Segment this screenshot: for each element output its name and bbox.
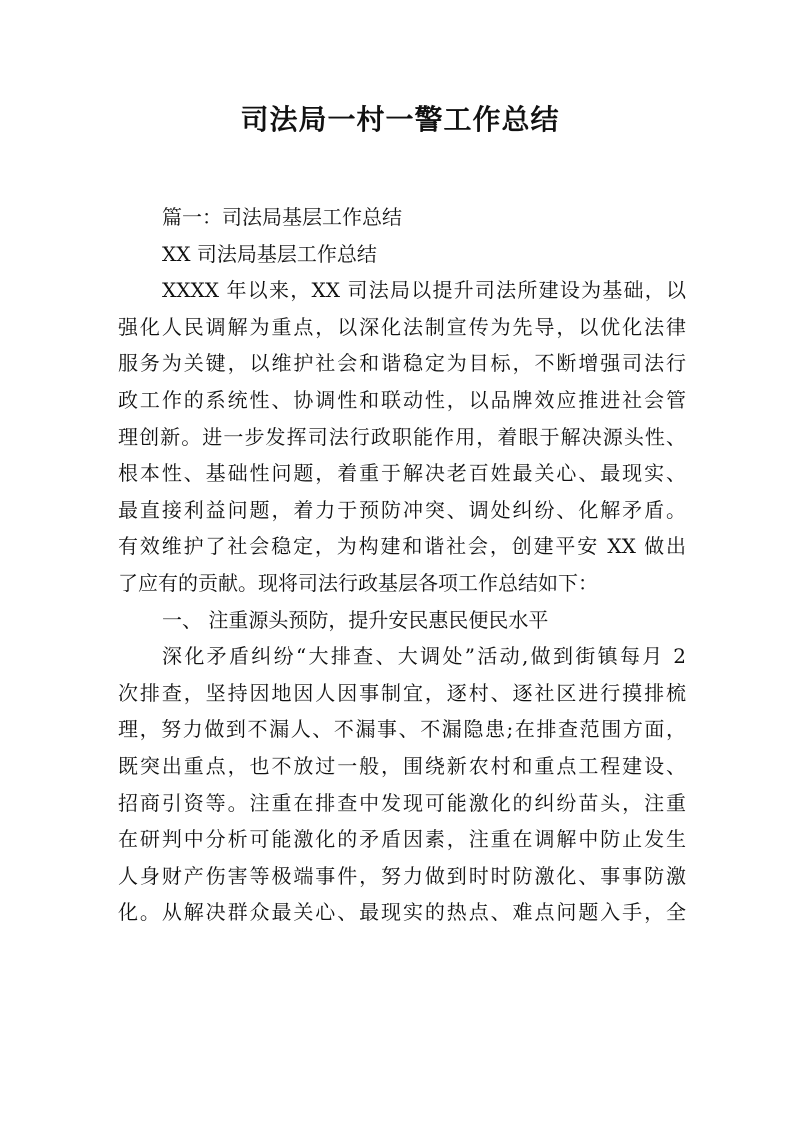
paragraph-line: 深化矛盾纠纷“大排查、大调处”活动,做到街镇每月 2 (162, 644, 686, 669)
paragraph-line: 根本性、基础性问题，着重于解决老百姓最关心、最现实、 (118, 461, 686, 486)
paragraph-line: XXXX 年以来，XX 司法局以提升司法所建设为基础，以 (162, 278, 686, 303)
paragraph-line: 政工作的系统性、协调性和联动性，以品牌效应推进社会管 (118, 387, 686, 412)
paragraph-line: 在研判中分析可能激化的矛盾因素，注重在调解中防止发生 (118, 827, 686, 852)
paragraph-line: 人身财产伤害等极端事件，努力做到时时防激化、事事防激 (118, 863, 686, 888)
paragraph-line: 既突出重点，也不放过一般，围绕新农村和重点工程建设、 (118, 753, 686, 778)
paragraph-line: 强化人民调解为重点，以深化法制宣传为先导，以优化法律 (118, 314, 686, 339)
paragraph-line: 了应有的贡献。现将司法行政基层各项工作总结如下： (118, 570, 598, 595)
paragraph-line: 次排查，坚持因地因人因事制宜，逐村、逐社区进行摸排梳 (118, 680, 686, 705)
document-title: 司法局一村一警工作总结 (240, 103, 560, 136)
paragraph-line: 理，努力做到不漏人、不漏事、不漏隐患;在排查范围方面， (118, 717, 686, 742)
paragraph-line: 服务为关键，以维护社会和谐稳定为目标，不断增强司法行 (118, 351, 686, 376)
paragraph-line: 招商引资等。注重在排查中发现可能激化的纠纷苗头，注重 (118, 790, 686, 815)
article-heading: 篇一：司法局基层工作总结 (162, 205, 402, 229)
paragraph-line: 有效维护了社会稳定，为构建和谐社会，创建平安 XX 做出 (118, 534, 686, 559)
paragraph-line: 理创新。进一步发挥司法行政职能作用，着眼于解决源头性、 (118, 424, 686, 449)
paragraph-line: 最直接利益问题，着力于预防冲突、调处纠纷、化解矛盾。 (118, 497, 686, 522)
article-subheading: XX 司法局基层工作总结 (162, 241, 377, 266)
section-heading: 一、 注重源头预防，提升安民惠民便民水平 (162, 607, 549, 632)
document-body (118, 199, 686, 931)
paragraph-line: 化。从解决群众最关心、最现实的热点、难点问题入手，全 (118, 900, 686, 925)
